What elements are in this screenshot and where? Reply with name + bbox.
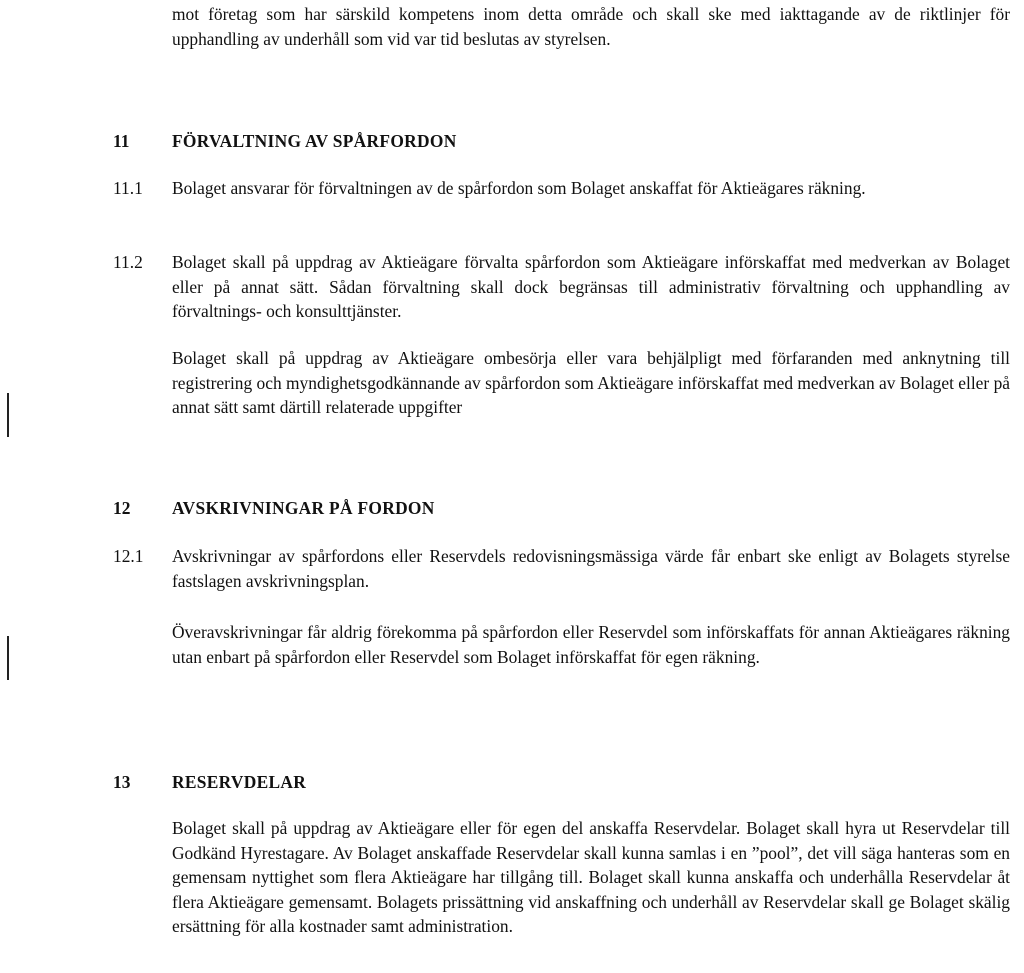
section-12-number: 12 [113,498,131,518]
change-bar [7,636,9,680]
section-13-number: 13 [113,772,131,792]
section-11-number: 11 [113,131,130,151]
clause-12-1-number: 12.1 [113,546,144,566]
change-bar [7,393,9,437]
clause-11-2-text: Bolaget skall på uppdrag av Aktieägare förvalta spårfordon som Aktieägare införskaffat med medverkan av Bolaget eller på annat sätt. Sådan förvaltning skall dock begränsas till administrativ förvaltning och upphandling av förvaltnings- och konsulttjänster. [172,252,1010,321]
clause-11-2-paragraph-2: Bolaget skall på uppdrag av Aktieägare ombesörja eller vara behjälpligt med förfaranden med anknytning till registrering och myndighetsgodkännande av spårfordon som Aktieägare införskaffat med medverkan av Bolaget eller på annat sätt samt därtill relaterade uppgifter [172,348,1010,417]
clause-11-2-number: 11.2 [113,252,143,272]
clause-12-1-text: Avskrivningar av spårfordons eller Reservdels redovisningsmässiga värde får enbart ske enligt av Bolagets styrelse fastslagen avskrivningsplan. [172,546,1010,591]
clause-11-1-text: Bolaget ansvarar för förvaltningen av de spårfordon som Bolaget anskaffat för Aktieägares räkning. [172,178,866,198]
continuation-paragraph: mot företag som har särskild kompetens inom detta område och skall ske med iakttagande av de riktlinjer för upphandling av underhåll som vid var tid beslutas av styrelsen. [172,4,1010,49]
section-11-heading: FÖRVALTNING AV SPÅRFORDON [172,131,457,151]
section-13-paragraph: Bolaget skall på uppdrag av Aktieägare eller för egen del anskaffa Reservdelar. Bolaget skall hyra ut Reservdelar till Godkänd Hyrestagare. Av Bolaget anskaffade Reservdelar skall kunna samlas i en ”pool”, det vill säga hanteras som en gemensam nyttighet som flera Aktieägare har tillgång till. Bolaget skall kunna anskaffa och underhålla Reservdelar åt flera Aktieägare gemensamt. Bolagets prissättning vid anskaffning och underhåll av Reservdelar skall ge Bolaget skälig ersättning för alla kostnader samt administration. [172,818,1010,936]
section-12-heading: AVSKRIVNINGAR PÅ FORDON [172,498,435,518]
clause-12-1-paragraph-2: Överavskrivningar får aldrig förekomma på spårfordon eller Reservdel som införskaffats för annan Aktieägares räkning utan enbart på spårfordon eller Reservdel som Bolaget införskaffat för egen räkning. [172,622,1010,667]
section-13-heading: RESERVDELAR [172,772,307,792]
clause-11-1-number: 11.1 [113,178,143,198]
